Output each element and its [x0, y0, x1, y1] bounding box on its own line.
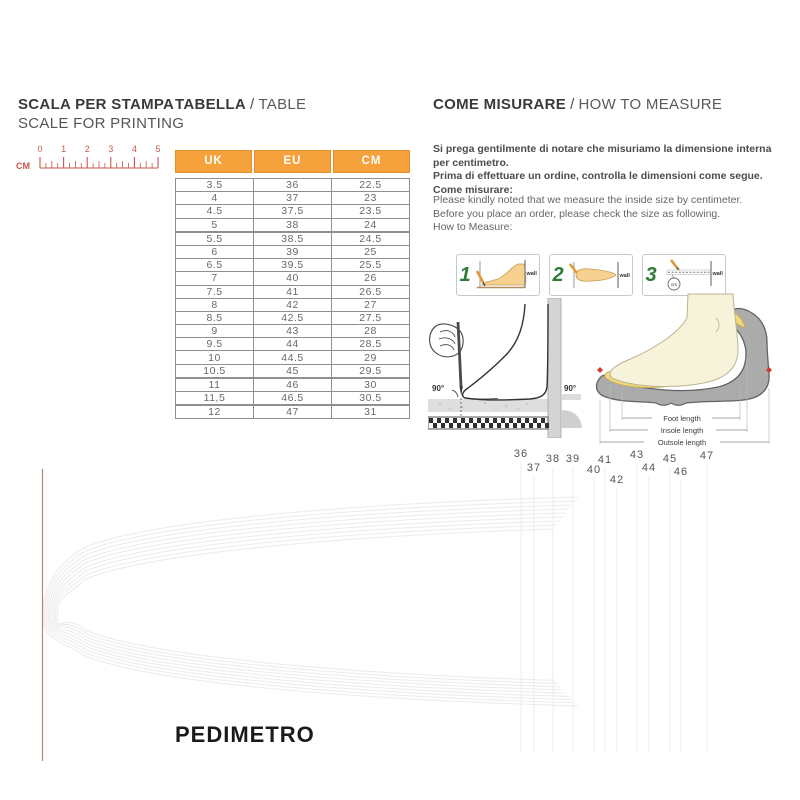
- size-number-label: 47: [699, 450, 715, 462]
- step-3-box: [642, 254, 726, 296]
- measure-title-it: COME MISURARE: [433, 96, 567, 113]
- size-cell: 8.5: [176, 311, 254, 324]
- size-number-label: 40: [586, 464, 602, 476]
- size-table-row: [176, 192, 410, 205]
- size-cell: 7: [176, 272, 254, 285]
- size-table-row: [176, 325, 410, 338]
- size-cell: 9: [176, 325, 254, 338]
- size-cell: 42.5: [254, 311, 332, 324]
- size-cell: 25: [332, 245, 410, 258]
- print-scale-subtitle: SCALE FOR PRINTING: [18, 115, 185, 132]
- size-cell: 11: [176, 378, 254, 392]
- step-1-foot-side-illustration: [473, 256, 539, 294]
- table-title-en: TABLE: [258, 96, 307, 113]
- angle-label-toe: 90°: [432, 384, 445, 393]
- size-cell: 8: [176, 298, 254, 311]
- measure-intro-italian: Si prega gentilmente di notare che misuriamo la dimensione interna per centimetro. Prima di effettuare un ordine, controlla le dimensioni come segue. Come misurare:: [433, 143, 772, 196]
- size-number-label: 45: [662, 453, 678, 465]
- size-cell: 42: [254, 298, 332, 311]
- size-cell: 25.5: [332, 259, 410, 272]
- step-2-box: [549, 254, 633, 296]
- table-title-it: TABELLA: [175, 96, 246, 113]
- size-cell: 5.5: [176, 232, 254, 246]
- size-table-row: [176, 351, 410, 364]
- step-2-sole-illustration: [566, 256, 632, 294]
- outsole-length-label: Outsole length: [657, 438, 707, 447]
- size-cell: 37: [254, 192, 332, 205]
- size-cell: 31: [332, 405, 410, 419]
- measure-title-en: HOW TO MEASURE: [578, 96, 723, 113]
- size-cell: 5: [176, 218, 254, 232]
- ruler-tick-marks: [37, 144, 160, 168]
- size-cell: 9.5: [176, 338, 254, 351]
- size-cell: 28.5: [332, 338, 410, 351]
- size-cell: 26.5: [332, 285, 410, 298]
- size-number-label: 44: [641, 462, 657, 474]
- size-cell: 29: [332, 351, 410, 364]
- size-cell: 28: [332, 325, 410, 338]
- size-number-label: 42: [609, 474, 625, 486]
- size-cell: 36: [254, 179, 332, 192]
- step-1-number: 1: [459, 263, 471, 286]
- measure-title-separator: /: [570, 96, 575, 113]
- size-cell: 45: [254, 364, 332, 378]
- step-3-measure-illustration: [659, 256, 725, 294]
- size-cell: 26: [332, 272, 410, 285]
- step-1-wall-label: wall: [526, 271, 537, 277]
- size-cell: 7.5: [176, 285, 254, 298]
- foot-outline-curve: [43, 497, 578, 706]
- size-table-row: [176, 298, 410, 311]
- ruler-tick-label: 1: [61, 144, 67, 154]
- measure-intro-english: Please kindly noted that we measure the inside size by centimeter. Before you place an order, please check the size as following. How to Measure:: [433, 194, 743, 233]
- size-table-row: [176, 405, 410, 419]
- size-table-row: [176, 392, 410, 406]
- insole-length-label: Insole length: [660, 426, 704, 435]
- size-number-label: 41: [597, 454, 613, 466]
- size-cell: 46.5: [254, 392, 332, 406]
- size-cell: 12: [176, 405, 254, 419]
- size-cell: 44: [254, 338, 332, 351]
- size-cell: 6.5: [176, 259, 254, 272]
- ruler-tick-label: 4: [131, 144, 137, 154]
- step-2-number: 2: [552, 263, 564, 286]
- size-table-row: [176, 272, 410, 285]
- size-table-row: [176, 364, 410, 378]
- size-cell: 22.5: [332, 179, 410, 192]
- size-number-label: 36: [513, 448, 529, 460]
- column-header-eu: EU: [254, 150, 331, 173]
- size-cell: 27: [332, 298, 410, 311]
- foot-outline-curve: [57, 529, 554, 680]
- size-table-row: [176, 245, 410, 258]
- size-cell: 23.5: [332, 205, 410, 218]
- size-cell: 11,5: [176, 392, 254, 406]
- size-cell: 37.5: [254, 205, 332, 218]
- size-cell: 38: [254, 218, 332, 232]
- step-1-box: [456, 254, 540, 296]
- print-scale-section: [18, 96, 184, 132]
- table-title-separator: /: [249, 96, 255, 113]
- size-cell: 24: [332, 218, 410, 232]
- size-cell: 4: [176, 192, 254, 205]
- step-3-unit-label: cm: [671, 282, 677, 287]
- size-table-row: [176, 378, 410, 392]
- size-conversion-table: [175, 178, 410, 419]
- size-cell: 4.5: [176, 205, 254, 218]
- column-header-uk: UK: [175, 150, 252, 173]
- size-cell: 24.5: [332, 232, 410, 246]
- measure-steps: [456, 254, 726, 296]
- foot-marking-illustration: [428, 298, 603, 438]
- size-table-row: [176, 338, 410, 351]
- column-header-cm: CM: [333, 150, 410, 173]
- size-cell: 47: [254, 405, 332, 419]
- ruler-tick-label: 2: [84, 144, 90, 154]
- size-table-row: [176, 179, 410, 192]
- ruler-tick-label: 5: [155, 144, 161, 154]
- print-scale-title: SCALA PER STAMPA: [18, 96, 175, 113]
- size-cell: 23: [332, 192, 410, 205]
- step-3-number: 3: [645, 263, 657, 286]
- step-2-wall-label: wall: [619, 273, 630, 279]
- size-number-label: 39: [565, 453, 581, 465]
- size-cell: 29.5: [332, 364, 410, 378]
- size-table-row: [176, 232, 410, 246]
- size-cell: 43: [254, 325, 332, 338]
- size-cell: 44.5: [254, 351, 332, 364]
- size-table-row: [176, 218, 410, 232]
- size-number-label: 37: [526, 462, 542, 474]
- size-table-header: [175, 150, 410, 173]
- shoe-cross-section-illustration: [590, 292, 782, 452]
- size-cell: 39.5: [254, 259, 332, 272]
- size-cell: 27.5: [332, 311, 410, 324]
- ruler-tick-label: 3: [108, 144, 114, 154]
- ruler-unit-label: CM: [16, 161, 30, 171]
- step-3-wall-label: wall: [712, 271, 723, 277]
- pedimeter-chart: [0, 440, 800, 800]
- angle-label-heel: 90°: [564, 384, 577, 393]
- size-number-label: 38: [545, 453, 561, 465]
- size-table-row: [176, 285, 410, 298]
- foot-length-label: Foot length: [663, 414, 701, 423]
- size-number-label: 46: [673, 466, 689, 478]
- size-cell: 6: [176, 245, 254, 258]
- size-cell: 41: [254, 285, 332, 298]
- size-cell: 30.5: [332, 392, 410, 406]
- size-number-label: 43: [629, 449, 645, 461]
- size-table-row: [176, 259, 410, 272]
- size-cell: 38.5: [254, 232, 332, 246]
- size-cell: 40: [254, 272, 332, 285]
- size-cell: 46: [254, 378, 332, 392]
- ruler-tick-label: 0: [37, 144, 43, 154]
- size-cell: 10: [176, 351, 254, 364]
- table-section-title: [175, 96, 306, 113]
- size-cell: 30: [332, 378, 410, 392]
- size-cell: 3.5: [176, 179, 254, 192]
- foot-shape: [610, 294, 738, 387]
- pedimeter-label: PEDIMETRO: [175, 722, 315, 747]
- size-table-row: [176, 205, 410, 218]
- size-cell: 39: [254, 245, 332, 258]
- toe-tip-marker: [597, 367, 603, 373]
- size-cell: 10.5: [176, 364, 254, 378]
- cm-ruler: [14, 140, 174, 174]
- size-table-row: [176, 311, 410, 324]
- measure-section-title: [433, 96, 722, 113]
